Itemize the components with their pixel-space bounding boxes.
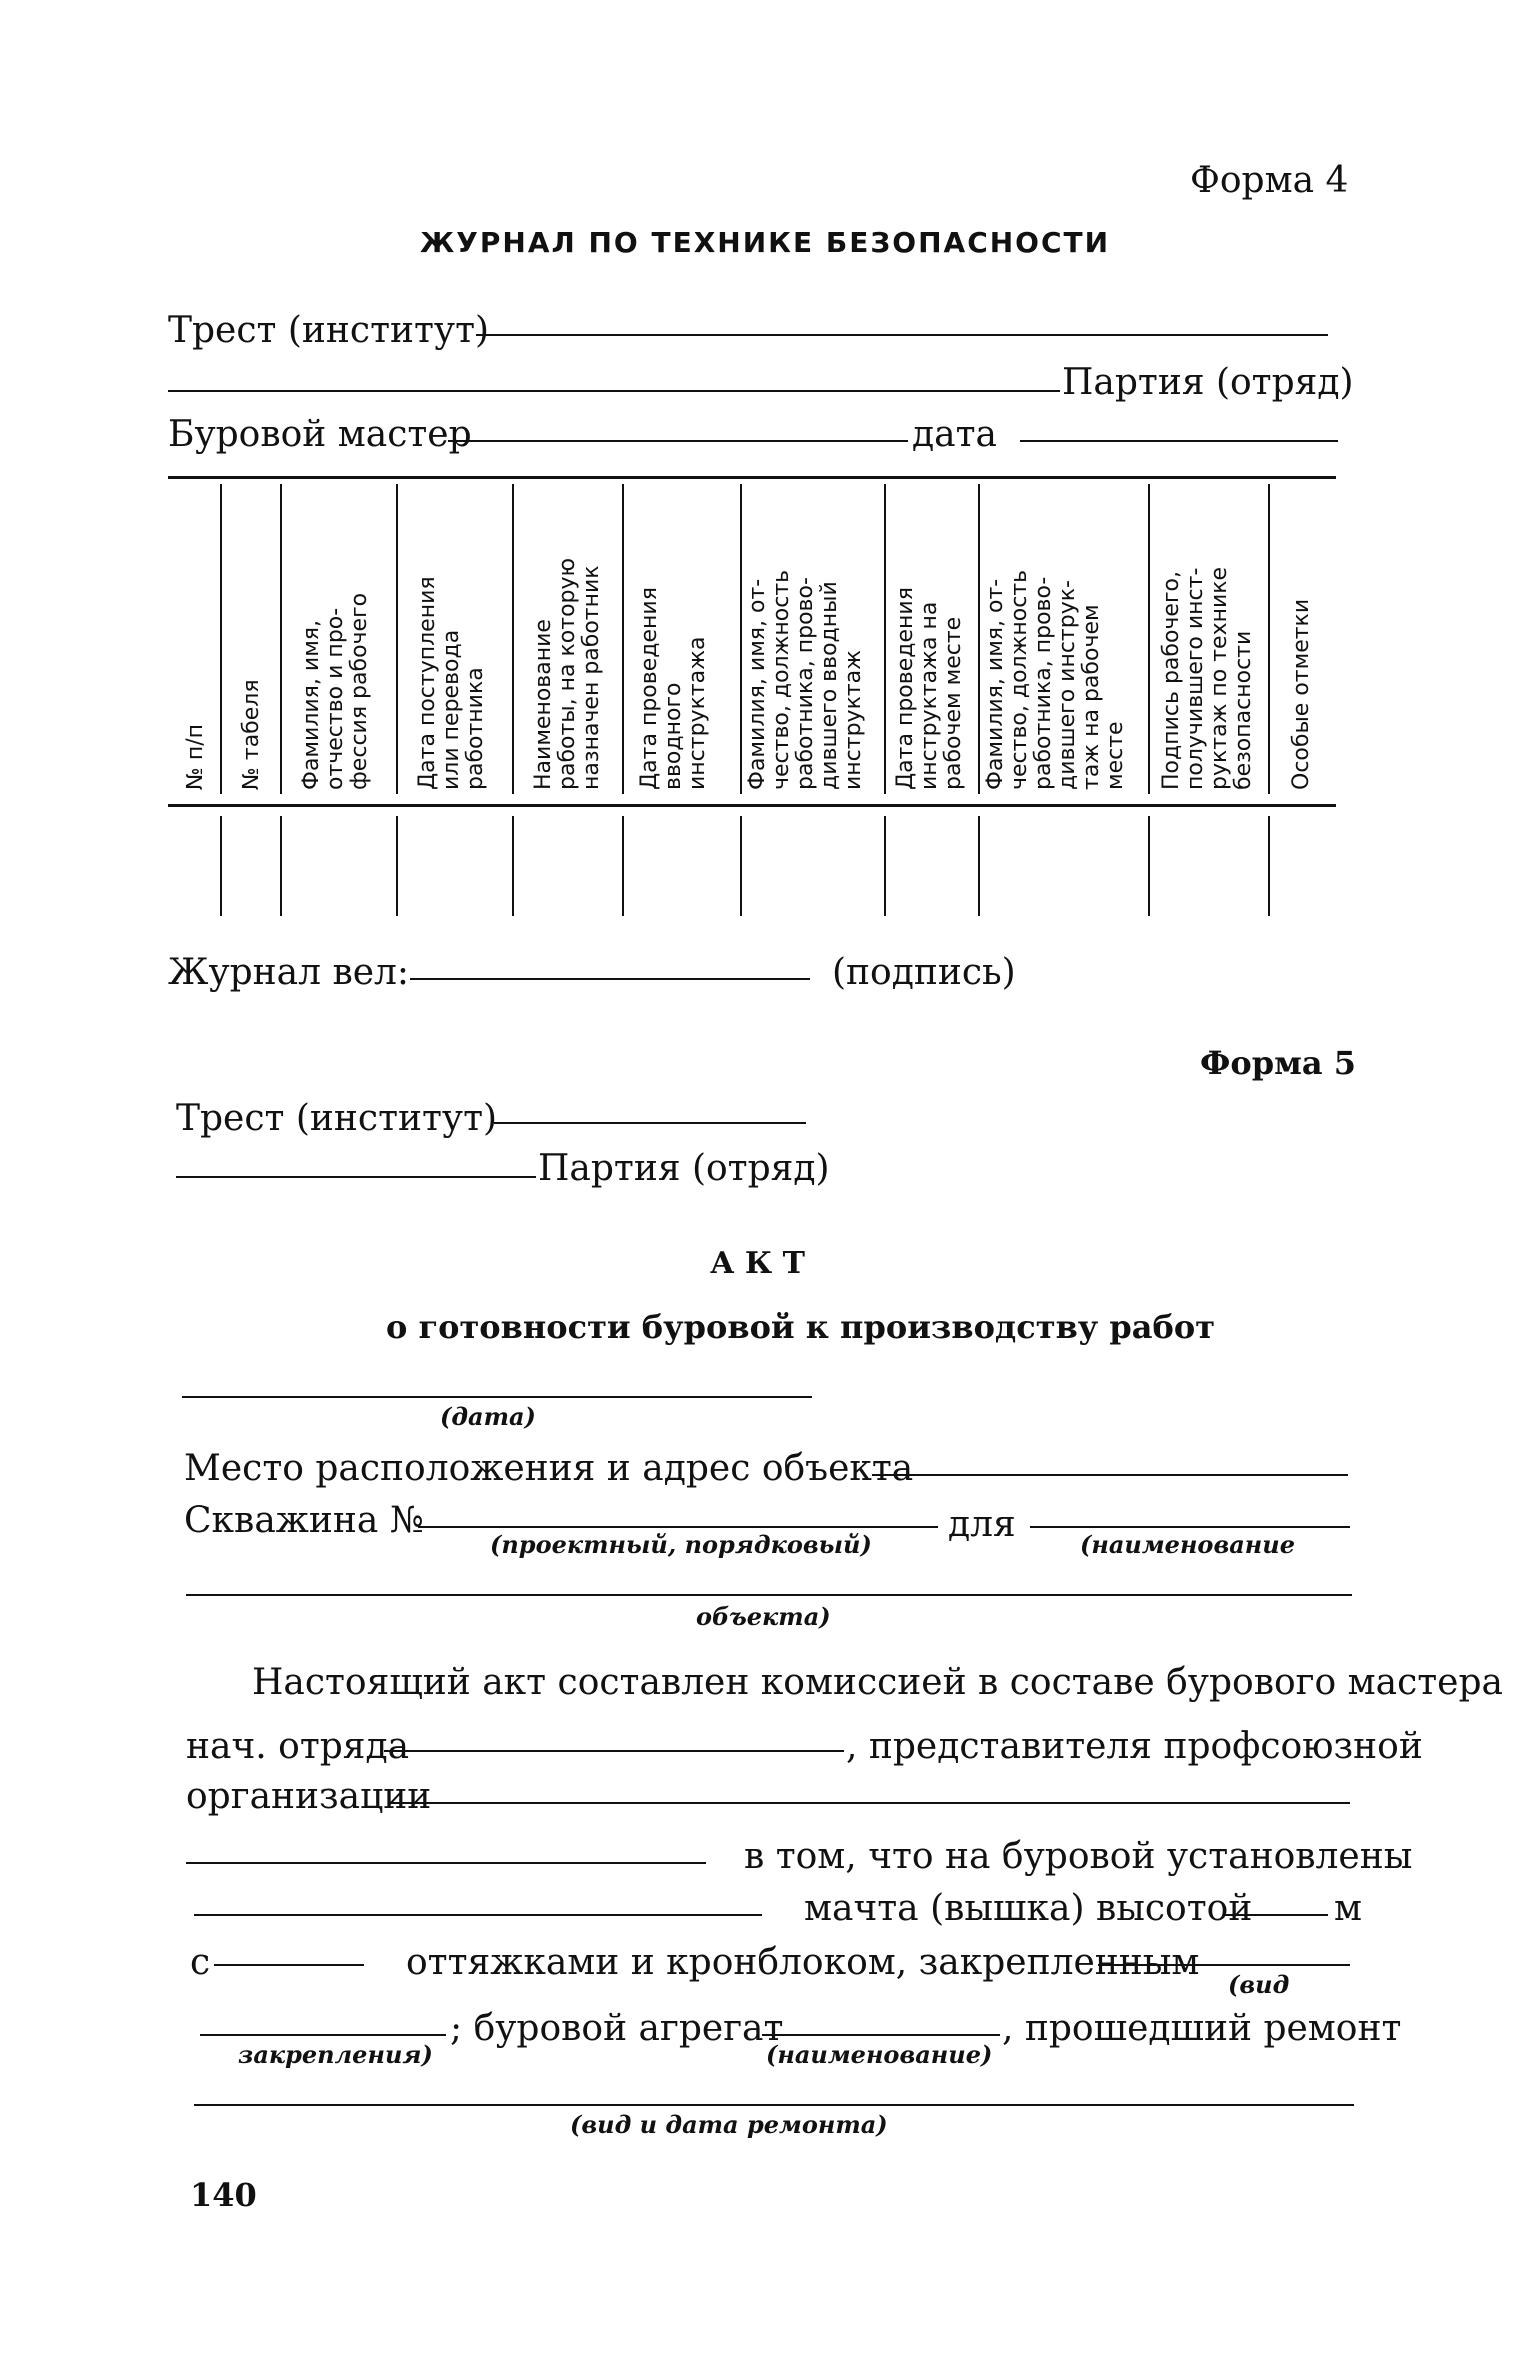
- zakr-note: закрепления): [238, 2040, 433, 2069]
- page-number: 140: [190, 2176, 257, 2214]
- well-field[interactable]: [418, 1526, 938, 1528]
- akt-title: А К Т: [710, 1246, 805, 1281]
- form4-title: ЖУРНАЛ ПО ТЕХНИКЕ БЕЗОПАСНОСТИ: [420, 226, 1111, 259]
- form4-label: Форма 4: [1190, 160, 1349, 201]
- trest-field[interactable]: [476, 334, 1328, 336]
- col-header-2: № табеля: [239, 679, 264, 790]
- partiya-field[interactable]: [168, 390, 1060, 392]
- akt-subtitle: о готовности буровой к производству работ: [386, 1308, 1216, 1346]
- fixing-type-field[interactable]: [200, 2034, 446, 2036]
- form5-label: Форма 5: [1200, 1044, 1357, 1082]
- date-field[interactable]: [1020, 440, 1338, 442]
- form5-trest-field[interactable]: [494, 1122, 806, 1124]
- date-label: дата: [912, 414, 998, 455]
- installed-field[interactable]: [194, 1914, 762, 1916]
- col-header-10: Подпись рабочего, получившего инст- руктаж по технике безопасности: [1159, 566, 1256, 790]
- height-field[interactable]: [1224, 1914, 1328, 1916]
- organization-field[interactable]: [388, 1802, 1350, 1804]
- form5-trest-label: Трест (институт): [176, 1098, 498, 1139]
- table-top-rule: [168, 476, 1336, 479]
- p5-text: мачта (вышка) высотой: [804, 1888, 1253, 1929]
- p7-end: , прошедший ремонт: [1002, 2008, 1402, 2049]
- col-header-4: Дата поступления или перевода работника: [415, 576, 488, 790]
- aggregate-field[interactable]: [762, 2034, 1000, 2036]
- partiya-label: Партия (отряд): [1062, 362, 1354, 403]
- journal-kept-label: Журнал вел:: [168, 952, 410, 993]
- for-label: для: [948, 1504, 1016, 1545]
- p2-start: нач. отряда: [186, 1726, 410, 1767]
- p7-start: ; буровой агрегат: [450, 2008, 784, 2049]
- col-header-6: Дата проведения вводного инструктажа: [637, 587, 710, 790]
- form5-partiya-field[interactable]: [176, 1176, 536, 1178]
- object-name-field[interactable]: [1030, 1526, 1350, 1528]
- guys-count-field[interactable]: [214, 1964, 364, 1966]
- col-header-7: Фамилия, имя, от- чество, должность работника, прово- дившего вводный инструктаж: [745, 569, 866, 790]
- commission-field[interactable]: [186, 1862, 706, 1864]
- master-label: Буровой мастер: [168, 414, 472, 455]
- well-note: (проектный, порядковый): [490, 1530, 872, 1559]
- akt-date-field[interactable]: [182, 1396, 812, 1398]
- otryad-head-field[interactable]: [384, 1750, 844, 1752]
- trest-label: Трест (институт): [168, 310, 490, 351]
- date-note: (дата): [440, 1402, 536, 1431]
- object-field[interactable]: [186, 1594, 1352, 1596]
- vid-note: (вид: [1228, 1970, 1290, 1999]
- p2-end: , представителя профсоюзной: [846, 1726, 1423, 1767]
- col-header-3: Фамилия, имя, отчество и про- фессия рабочего: [299, 592, 372, 790]
- p5-unit: м: [1334, 1888, 1363, 1929]
- signature-label: (подпись): [832, 952, 1016, 993]
- object-note: объекта): [696, 1602, 831, 1631]
- form5-partiya-label: Партия (отряд): [538, 1148, 830, 1189]
- table-header-rule: [168, 804, 1336, 807]
- p6-start: с: [190, 1942, 211, 1983]
- master-field[interactable]: [448, 440, 908, 442]
- p3-label: организации: [186, 1776, 432, 1817]
- p4-text: в том, что на буровой установлены: [744, 1836, 1413, 1877]
- col-header-5: Наименование работы, на которую назначен работник: [531, 557, 604, 790]
- col-header-11: Особые отметки: [1289, 598, 1314, 790]
- fixing-field[interactable]: [1098, 1964, 1350, 1966]
- name-note: (наименование: [1080, 1530, 1295, 1559]
- journal-kept-field[interactable]: [410, 978, 810, 980]
- col-header-8: Дата проведения инструктажа на рабочем месте: [893, 587, 966, 790]
- location-field[interactable]: [872, 1474, 1348, 1476]
- location-label: Место расположения и адрес объекта: [184, 1448, 914, 1489]
- col-header-1: № п/п: [183, 723, 208, 790]
- repair-field[interactable]: [194, 2104, 1354, 2106]
- well-label: Скважина №: [184, 1500, 424, 1541]
- repair-note: (вид и дата ремонта): [570, 2110, 888, 2139]
- p6-text: оттяжками и кронблоком, закрепленным: [406, 1942, 1200, 1983]
- paragraph-1: Настоящий акт составлен комиссией в составе бурового мастера: [252, 1662, 1503, 1703]
- naim-note: (наименование): [766, 2040, 993, 2069]
- col-header-9: Фамилия, имя, от- чество, должность работника, провo- дившего инструк- таж на рабочем месте: [983, 569, 1128, 790]
